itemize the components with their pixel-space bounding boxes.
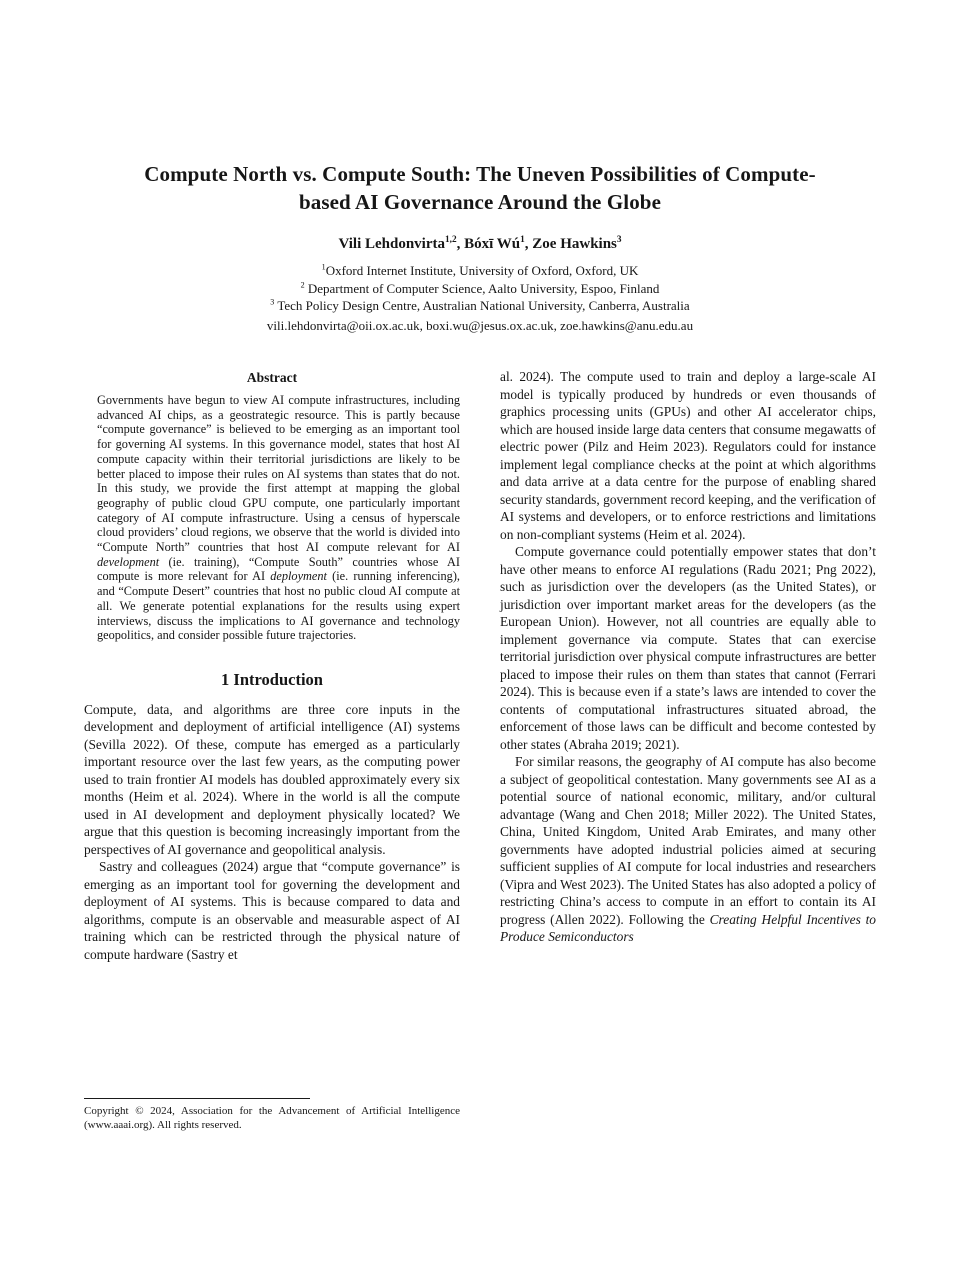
paragraph: Compute, data, and algorithms are three core inputs in the development and deployment of artificial intelligence (AI) systems (Sevilla 2022). Of these, compute has emerged as a particularly important resource over the last few years, as the computing power used to train frontier AI models has doubled approximately every six months (Heim et al. 2024). Where in the world is all the compute used in AI development and deployment physically located? We argue that this question is becoming increasingly important from the perspectives of AI governance and geopolitical analysis.: [84, 701, 460, 857]
right-column: [500, 368, 876, 1132]
abstract-heading: Abstract: [246, 370, 298, 385]
author-affiliation-mark: 1,2: [445, 235, 457, 245]
author-name: Zoe Hawkins$^3$: [532, 235, 622, 252]
paragraph: al. 2024). The compute used to train and deploy a large-scale AI model is typically produced by hundreds or even thousands of graphics processing units (GPUs) and other AI accelerator chips, which are housed inside large data centers that consume megawatts of electric power (Pilz and Heim 2023). Regulators could for instance implement legal compliance checks at the point at which algorithms and data arrive at a data centre for the purpose of enabling shared security standards, government record keeping, and the verification of AI systems and developers, or to enforce restrictions and limitations on non-compliant systems (Heim et al. 2024).: [500, 369, 876, 542]
affiliation-line: $^3$ Tech Policy Design Centre, Australian National University, Canberra, Australia: [270, 297, 690, 313]
section-heading-introduction: 1 Introduction: [221, 669, 323, 689]
abstract-text: Governments have begun to view AI compute infrastructures, including advanced AI chips, as a geostrategic resource. This is partly because “compute governance” is believed to be emerging as an important tool for governing AI systems. In this governance model, states that host AI compute capacity within their territorial jurisdictions are likely to be better placed to impose their rules on AI systems than states that do not. In this study, we provide the first attempt at mapping the global geography of public cloud GPU compute, one particularly important category of AI compute infrastructure. Using a census of hyperscale cloud providers’ cloud regions, we observe that the world is divided into “Compute North” countries that host AI compute relevant for AI development (ie. training), “Compute South” countries whose AI compute is more relevant for AI deployment (ie. running inferencing), and “Compute Desert” countries that host no public cloud AI compute at all. We generate potential explanations for the results using expert interviews, discuss the implications to AI governance and technology geopolitics, and consider possible future trajectories.: [97, 393, 460, 643]
left-column: [84, 368, 460, 1132]
paragraph: For similar reasons, the geography of AI compute has also become a subject of geopolitical contestation. Many governments see AI as a potential source of national economic, military, and/or cultural advantage (Wang and Chen 2018; Miller 2022). The United States, China, United Kingdom, United Arab Emirates, and many other governments have adopted industrial policies aimed at securing sufficient supplies of AI compute for local industries and researchers (Vipra and West 2023). The United States has also adopted a policy of restricting China’s access to compute in an effort to contain its AI progress (Allen 2022). Following the Creating Helpful Incentives to Produce Semiconductors: [500, 754, 876, 944]
two-column-body: [84, 368, 876, 1132]
author-line: [0, 236, 960, 253]
author-emails: vili.lehdonvirta@oii.ox.ac.uk, boxi.wu@jesus.ox.ac.uk, zoe.hawkins@anu.edu.au: [266, 317, 694, 333]
author-affiliation-mark: 1: [520, 235, 525, 245]
author-affiliation-mark: 3: [616, 235, 622, 245]
affiliations-block: [0, 262, 960, 315]
author-name: Bóxī $Wú^1$,: [464, 235, 533, 252]
title-block: [0, 160, 960, 334]
copyright-text: Copyright © 2024, Association for the Advancement of Artificial Intelligence (www.aaai.org). All rights reserved.: [84, 1105, 460, 1131]
paragraph: Compute governance could potentially empower states that don’t have other means to enforce AI regulations (Radu 2021; Png 2022), such as jurisdiction over the developers (as the United States), or jurisdiction over important market areas for the developers (as the European Union). However, not all countries are equally able to implement governance via compute. States that can exercise territorial jurisdiction over physical compute infrastructures are better placed to impose their rules on them than states that cannot (Ferrari 2024). This is because even if a state’s laws are intended to cover the contents of computational infrastructures situated abroad, the enforcement of those laws can be difficult and become contested by other states (Abraha 2019; 2021).: [500, 544, 876, 752]
paper-title-line-2: based AI Governance Around the Globe: [298, 190, 661, 214]
affiliation-line: $^2$ Department of Computer Science, Aalto University, Espoo, Finland: [300, 280, 660, 296]
paper-title: [0, 160, 960, 216]
affiliation-line: $^1$Oxford Internet Institute, University of Oxford, Oxford, UK: [321, 262, 639, 278]
paper-title-line-1: Compute North vs. Compute South: The Uneven Possibilities of Compute-: [144, 162, 816, 186]
copyright-footnote: [84, 1098, 460, 1132]
footnote-rule: [84, 1098, 310, 1099]
paragraph: Sastry and colleagues (2024) argue that “compute governance” is emerging as an important tool for governing the development and deployment of AI systems. This is because compared to data and algorithms, compute is an observable and measurable aspect of AI training which can be restricted through the physical nature of compute hardware (Sastry et: [84, 859, 460, 962]
author-name: Vili Lehdonvirta$^{1,2}$,: [338, 235, 465, 252]
